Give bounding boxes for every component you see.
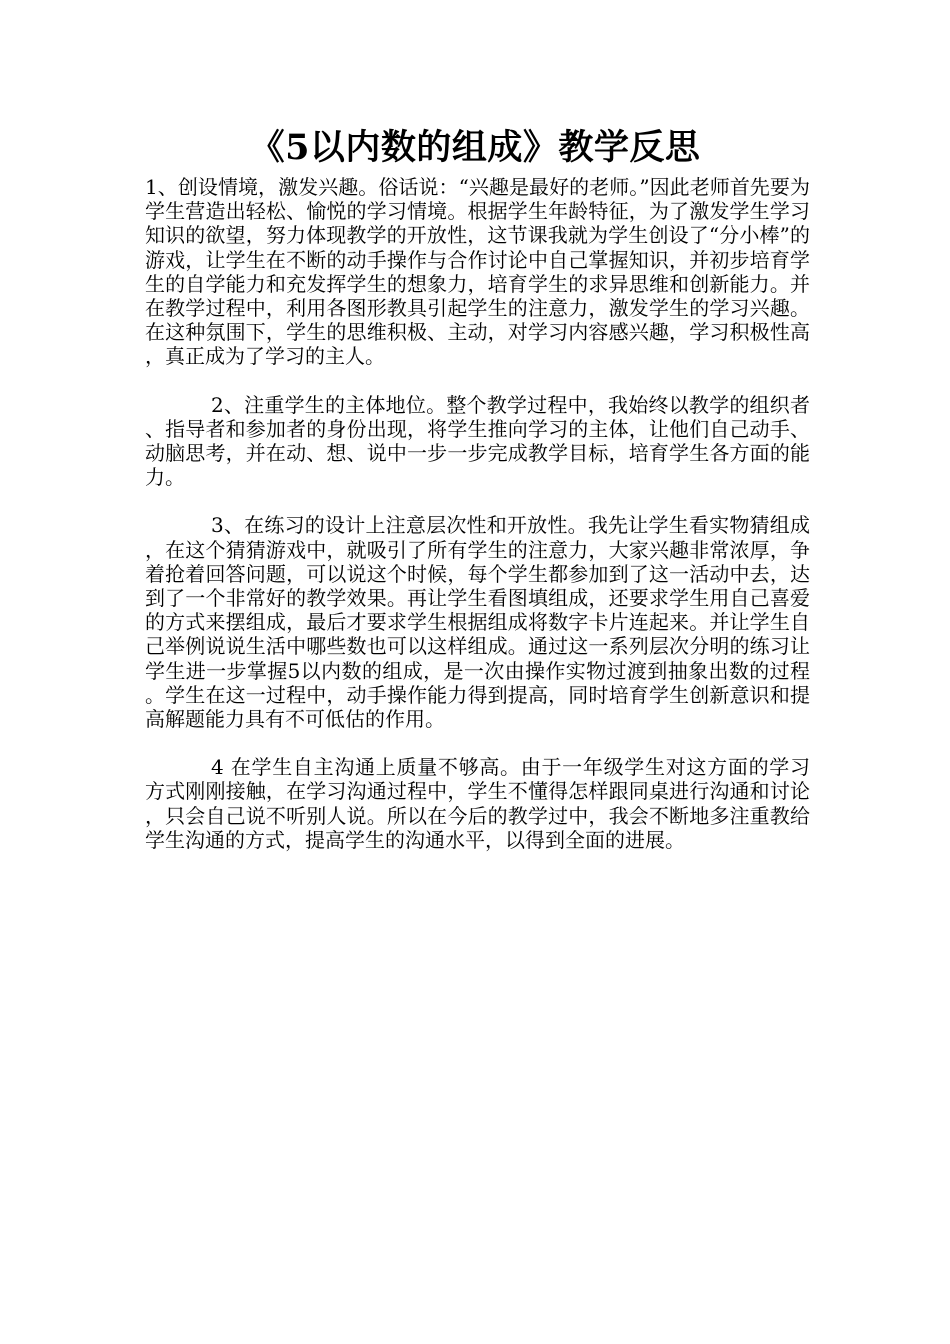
paragraph-1: 1、创设情境，激发兴趣。俗话说：“兴趣是最好的老师。”因此老师首先要为学生营造出轻松、愉悦的学习情境。根据学生年龄特征，为了激发学生学习知识的欲望，努力体现教学的开放性，这节课我就为学生创设了“分小棒”的游戏，让学生在不断的动手操作与合作讨论中自己掌握知识，并初步培育学生的自学能力和充发挥学生的想象力，培育学生的求异思维和创新能力。并在教学过程中，利用各图形教具引起学生的注意力，激发学生的学习兴趣。在这种氛围下，学生的思维积极、主动，对学习内容感兴趣，学习积极性高，真正成为了学习的主人。 — [145, 175, 810, 369]
paragraph-4: 4 在学生自主沟通上质量不够高。由于一年级学生对这方面的学习方式刚刚接触，在学习沟通过程中，学生不懂得怎样跟同桌进行沟通和讨论，只会自己说不听别人说。所以在今后的教学过中，我会不断地多注重教给学生沟通的方式，提高学生的沟通水平，以得到全面的进展。 — [145, 755, 810, 852]
paragraph-2: 2、注重学生的主体地位。整个教学过程中，我始终以教学的组织者、指导者和参加者的身份出现，将学生推向学习的主体，让他们自己动手、动脑思考，并在动、想、说中一步一步完成教学目标，培育学生各方面的能力。 — [145, 392, 810, 490]
document-body — [145, 175, 810, 876]
document-title: 《5以内数的组成》教学反思 — [249, 127, 701, 168]
paragraph-3: 3、在练习的设计上注意层次性和开放性。我先让学生看实物猜组成，在这个猜猜游戏中，就吸引了所有学生的注意力，大家兴趣非常浓厚，争着抢着回答问题，可以说这个时候，每个学生都参加到了这一活动中去，达到了一个非常好的教学效果。再让学生看图填组成，还要求学生用自己喜爱的方式来摆组成，最后才要求学生根据组成将数字卡片连起来。并让学生自己举例说说生活中哪些数也可以这样组成。通过这一系列层次分明的练习让学生进一步掌握5以内数的组成，是一次由操作实物过渡到抽象出数的过程。学生在这一过程中，动手操作能力得到提高，同时培育学生创新意识和提高解题能力具有不可低估的作用。 — [145, 513, 810, 732]
